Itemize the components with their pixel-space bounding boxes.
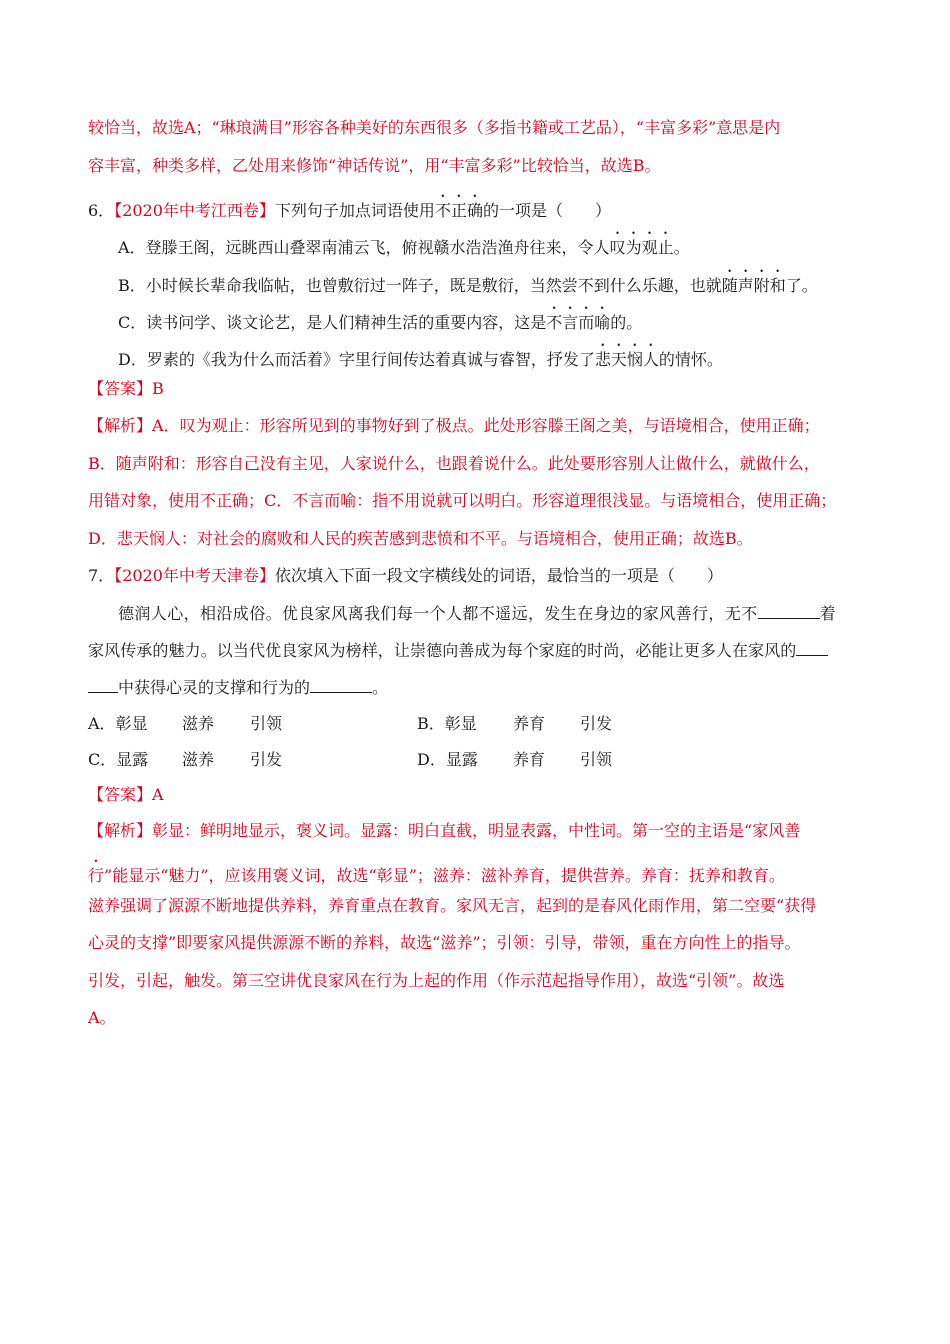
q7-option-c	[88, 749, 148, 771]
q7-analysis-label: 【解析】	[88, 821, 153, 840]
q7-analysis-line-2	[88, 857, 785, 887]
q6-option-a-text: A．登滕王阁，远眺西山叠翠南浦云飞，俯视赣水浩浩渔舟往来，令人	[118, 238, 610, 257]
q6-option-a	[118, 229, 690, 259]
q6-analysis-line-3: 用错对象，使用不正确；C．不言而喻：指不用说就可以明白。形容道理很浅显。与语境相合，使用正确；	[88, 491, 837, 510]
q6-option-b	[118, 267, 818, 297]
q7-passage-line-1	[118, 602, 836, 625]
q7-analysis-line-4: 心灵的支撑”即要家风提供源源不断的养料，故选“滋养”；引领：引导，带领，重在方向性上的指导。	[88, 933, 801, 952]
q7-option-d-label: D．	[417, 750, 446, 769]
q7-passage-line-3	[88, 676, 388, 699]
q7-option-b-w3: 引发	[580, 714, 613, 733]
q7-option-c-w3: 引发	[250, 750, 283, 769]
q6-number: 6．	[88, 201, 115, 220]
q7-passage-text-3b: 。	[372, 678, 389, 697]
q7-blank-2a	[796, 639, 828, 656]
q6-stem-text: 下列句子加点词语使用	[274, 201, 435, 220]
q7-blank-3	[310, 676, 372, 693]
q7-passage-text-3: 中获得心灵的支撑和行为的	[118, 678, 311, 697]
q7-option-b	[417, 713, 477, 735]
q7-option-a	[88, 713, 148, 735]
q6-option-d-tail: 的情怀。	[658, 350, 723, 369]
q7-number: 7．	[88, 566, 115, 585]
q7-option-b-label: B．	[417, 714, 445, 733]
q7-passage-line-2	[88, 639, 828, 662]
q6-option-d	[118, 341, 723, 371]
q7-source: 【2020年中考天津卷】	[114, 566, 275, 585]
q7-option-d	[417, 749, 478, 771]
q6-analysis-line-1	[88, 415, 820, 437]
q6-option-c	[118, 304, 642, 334]
q6-source: 【2020年中考江西卷】	[114, 201, 275, 220]
q7-option-d-w1: 显露	[445, 750, 478, 769]
q7-analysis-text-1: 彰显：鲜明地显示，褒义词。显露：明白直截，明显表露，中性词。第一空的主语是“家风善	[152, 821, 801, 840]
q7-stem	[88, 565, 723, 587]
q7-option-b-w1: 彰显	[444, 714, 477, 733]
q6-analysis-line-4: D．悲天悯人：对社会的腐败和人民的疾苦感到悲愤和不平。与语境相合，使用正确；故选B。	[88, 529, 753, 548]
q6-analysis-label: 【解析】	[88, 416, 153, 435]
q7-passage-text-2: 家风传承的魅力。以当代优良家风为榜样，让崇德向善成为每个家庭的时尚，必能让更多人在家风的	[88, 641, 797, 660]
q6-stem-dotted: 不正确	[434, 201, 483, 220]
q6-option-c-dotted: 不言而喻	[546, 313, 611, 332]
q6-option-a-dotted: 叹为观止	[609, 238, 674, 257]
q7-answer: 【答案】A	[88, 785, 164, 804]
q6-option-d-text: D．罗素的《我为什么而活着》字里行间传达着真诚与睿智，抒发了	[118, 350, 595, 369]
q6-option-b-text: B．小时候长辈命我临帖，也曾敷衍过一阵子，既是敷衍，当然尝不到什么乐趣，也就	[118, 276, 722, 295]
q7-option-a-w1: 彰显	[115, 714, 148, 733]
q6-analysis-line-2: B．随声附和：形容自己没有主见，人家说什么，也跟着说什么。此处要形容别人让做什么，就做什么，	[88, 454, 820, 473]
q7-analysis-line-3: 滋养强调了源源不断地提供养料，养育重点在教育。家风无言，起到的是春风化雨作用，第二空要“获得	[88, 896, 817, 915]
q7-passage-text-1: 德润人心，相沿成俗。优良家风离我们每一个人都不遥远，发生在身边的家风善行，无不	[118, 604, 758, 623]
q6-option-b-dotted: 随声附和	[721, 276, 786, 295]
q7-analysis-line-1	[88, 820, 800, 842]
q7-blank-2b	[88, 676, 118, 693]
q7-option-a-w3: 引领	[250, 714, 283, 733]
prev-analysis-line-2: 容丰富，种类多样，乙处用来修饰“神话传说”，用“丰富多彩”比较恰当，故选B。	[88, 156, 661, 175]
q7-blank-1	[758, 602, 820, 619]
q6-stem-tail: 的一项是（ ）	[482, 201, 611, 220]
q6-option-c-tail: 的。	[610, 313, 643, 332]
q6-option-d-dotted: 悲天悯人	[594, 350, 659, 369]
q7-option-a-label: A．	[88, 714, 116, 733]
q7-option-c-label: C．	[88, 750, 117, 769]
q7-passage-text-1b: 着	[819, 604, 837, 623]
q7-stem-text: 依次填入下面一段文字横线处的词语，最恰当的一项是（ ）	[274, 566, 723, 585]
q7-option-c-w1: 显露	[116, 750, 149, 769]
q6-option-b-tail: 了。	[785, 276, 818, 295]
q7-analysis-dotted: 行	[88, 866, 105, 885]
q6-answer: 【答案】B	[88, 379, 164, 398]
q7-option-b-w2: 养育	[513, 714, 546, 733]
q7-option-d-w3: 引领	[580, 750, 613, 769]
q6-analysis-text-1: A．叹为观止：形容所见到的事物好到了极点。此处形容滕王阁之美，与语境相合，使用正确；	[152, 416, 820, 435]
q7-option-d-w2: 养育	[513, 750, 546, 769]
q6-option-c-text: C．读书问学、谈文论艺，是人们精神生活的重要内容，这是	[118, 313, 547, 332]
prev-analysis-line-1: 较恰当，故选A；“琳琅满目”形容各种美好的东西很多（多指书籍或工艺品），“丰富多彩”意思是内	[88, 118, 781, 137]
q7-analysis-line-5: 引发，引起，触发。第三空讲优良家风在行为上起的作用（作示范起指导作用），故选“引领”。故选	[88, 971, 785, 990]
q6-option-a-tail: 。	[673, 238, 690, 257]
q7-analysis-text-2: ”能显示“魅力”，应该用褒义词，故选“彰显”；滋养：滋补养育，提供营养。养育：抚养和教育。	[104, 866, 785, 885]
q7-option-a-w2: 滋养	[182, 714, 215, 733]
q6-stem	[88, 192, 611, 222]
q7-option-c-w2: 滋养	[182, 750, 215, 769]
q7-analysis-line-6: A。	[88, 1008, 116, 1027]
